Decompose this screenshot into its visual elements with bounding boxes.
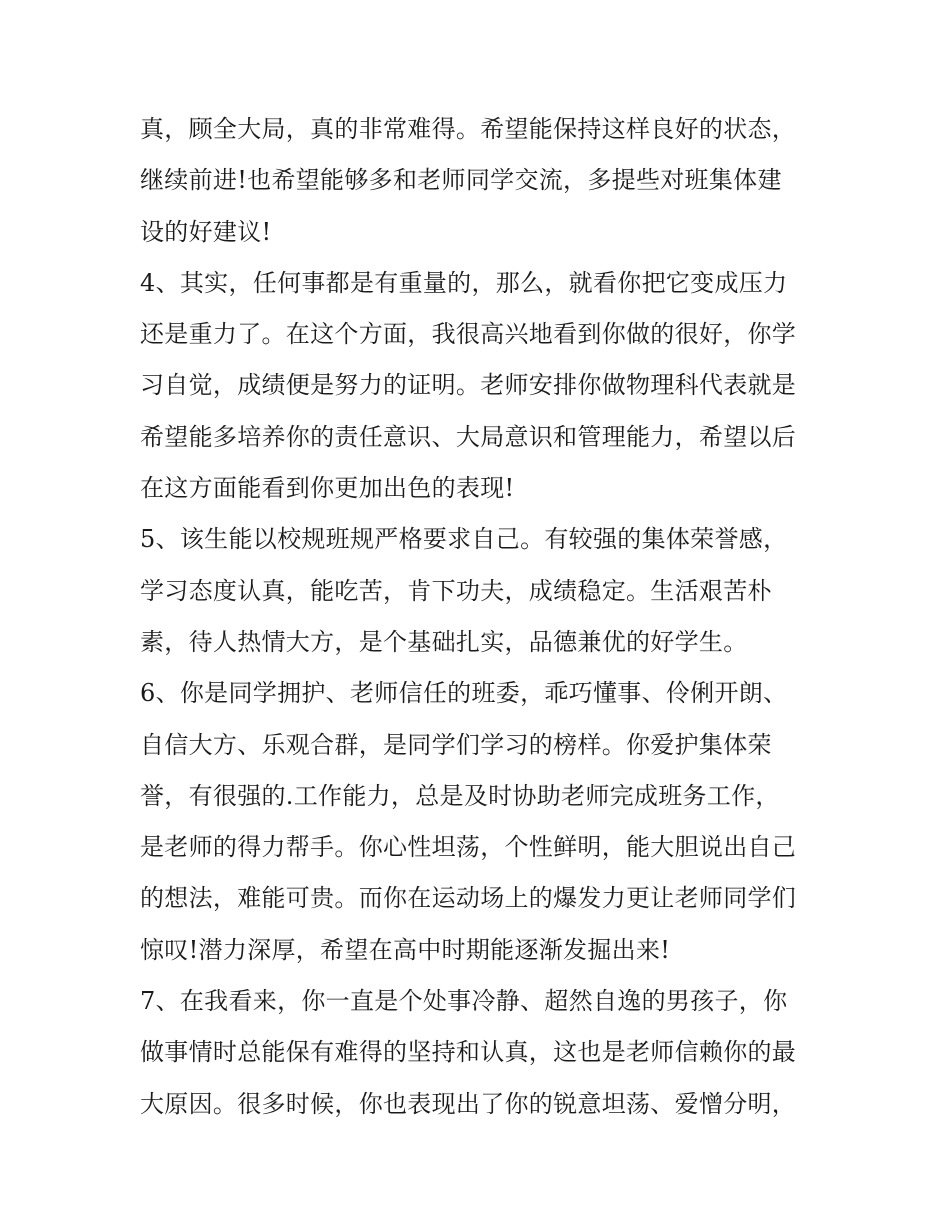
text-line: 还是重力了。在这个方面，我很高兴地看到你做的很好，你学 xyxy=(140,320,797,349)
text-line: 5、该生能以校规班规严格要求自己。有较强的集体荣誉感， xyxy=(140,525,788,554)
text-line: 做事情时总能保有难得的坚持和认真，这也是老师信赖你的最 xyxy=(140,1038,797,1067)
text-line: 素，待人热情大方，是个基础扎实，品德兼优的好学生。 xyxy=(140,627,748,656)
document-body xyxy=(140,104,820,1130)
text-line: 惊叹!潜力深厚，希望在高中时期能逐渐发掘出来! xyxy=(140,935,671,964)
text-line: 真，顾全大局，真的非常难得。希望能保持这样良好的状态， xyxy=(140,115,797,143)
text-line: 7、在我看来，你一直是个处事冷静、超然自逸的男孩子，你 xyxy=(140,987,788,1016)
text-line: 4、其实，任何事都是有重量的，那么，就看你把它变成压力 xyxy=(140,268,788,297)
text-line: 习自觉，成绩便是努力的证明。老师安排你做物理科代表就是 xyxy=(140,371,797,400)
text-line: 的想法，难能可贵。而你在运动场上的爆发力更让老师同学们 xyxy=(140,884,797,913)
text-line: 大原因。很多时候，你也表现出了你的锐意坦荡、爱憎分明， xyxy=(140,1089,797,1118)
text-line: 学习态度认真，能吃苦，肯下功夫，成绩稳定。生活艰苦朴 xyxy=(140,576,772,605)
text-line: 自信大方、乐观合群，是同学们学习的榜样。你爱护集体荣 xyxy=(140,730,772,759)
text-line: 继续前进!也希望能够多和老师同学交流，多提些对班集体建 xyxy=(140,166,782,195)
text-line: 在这方面能看到你更加出色的表现! xyxy=(140,474,515,503)
text-line: 设的好建议! xyxy=(140,217,272,246)
text-line: 6、你是同学拥护、老师信任的班委，乖巧懂事、伶俐开朗、 xyxy=(140,679,788,708)
text-line: 是老师的得力帮手。你心性坦荡，个性鲜明，能大胆说出自己 xyxy=(140,833,797,862)
text-line: 誉，有很强的.工作能力，总是及时协助老师完成班务工作， xyxy=(140,781,780,810)
text-line: 希望能多培养你的责任意识、大局意识和管理能力，希望以后 xyxy=(140,422,797,451)
